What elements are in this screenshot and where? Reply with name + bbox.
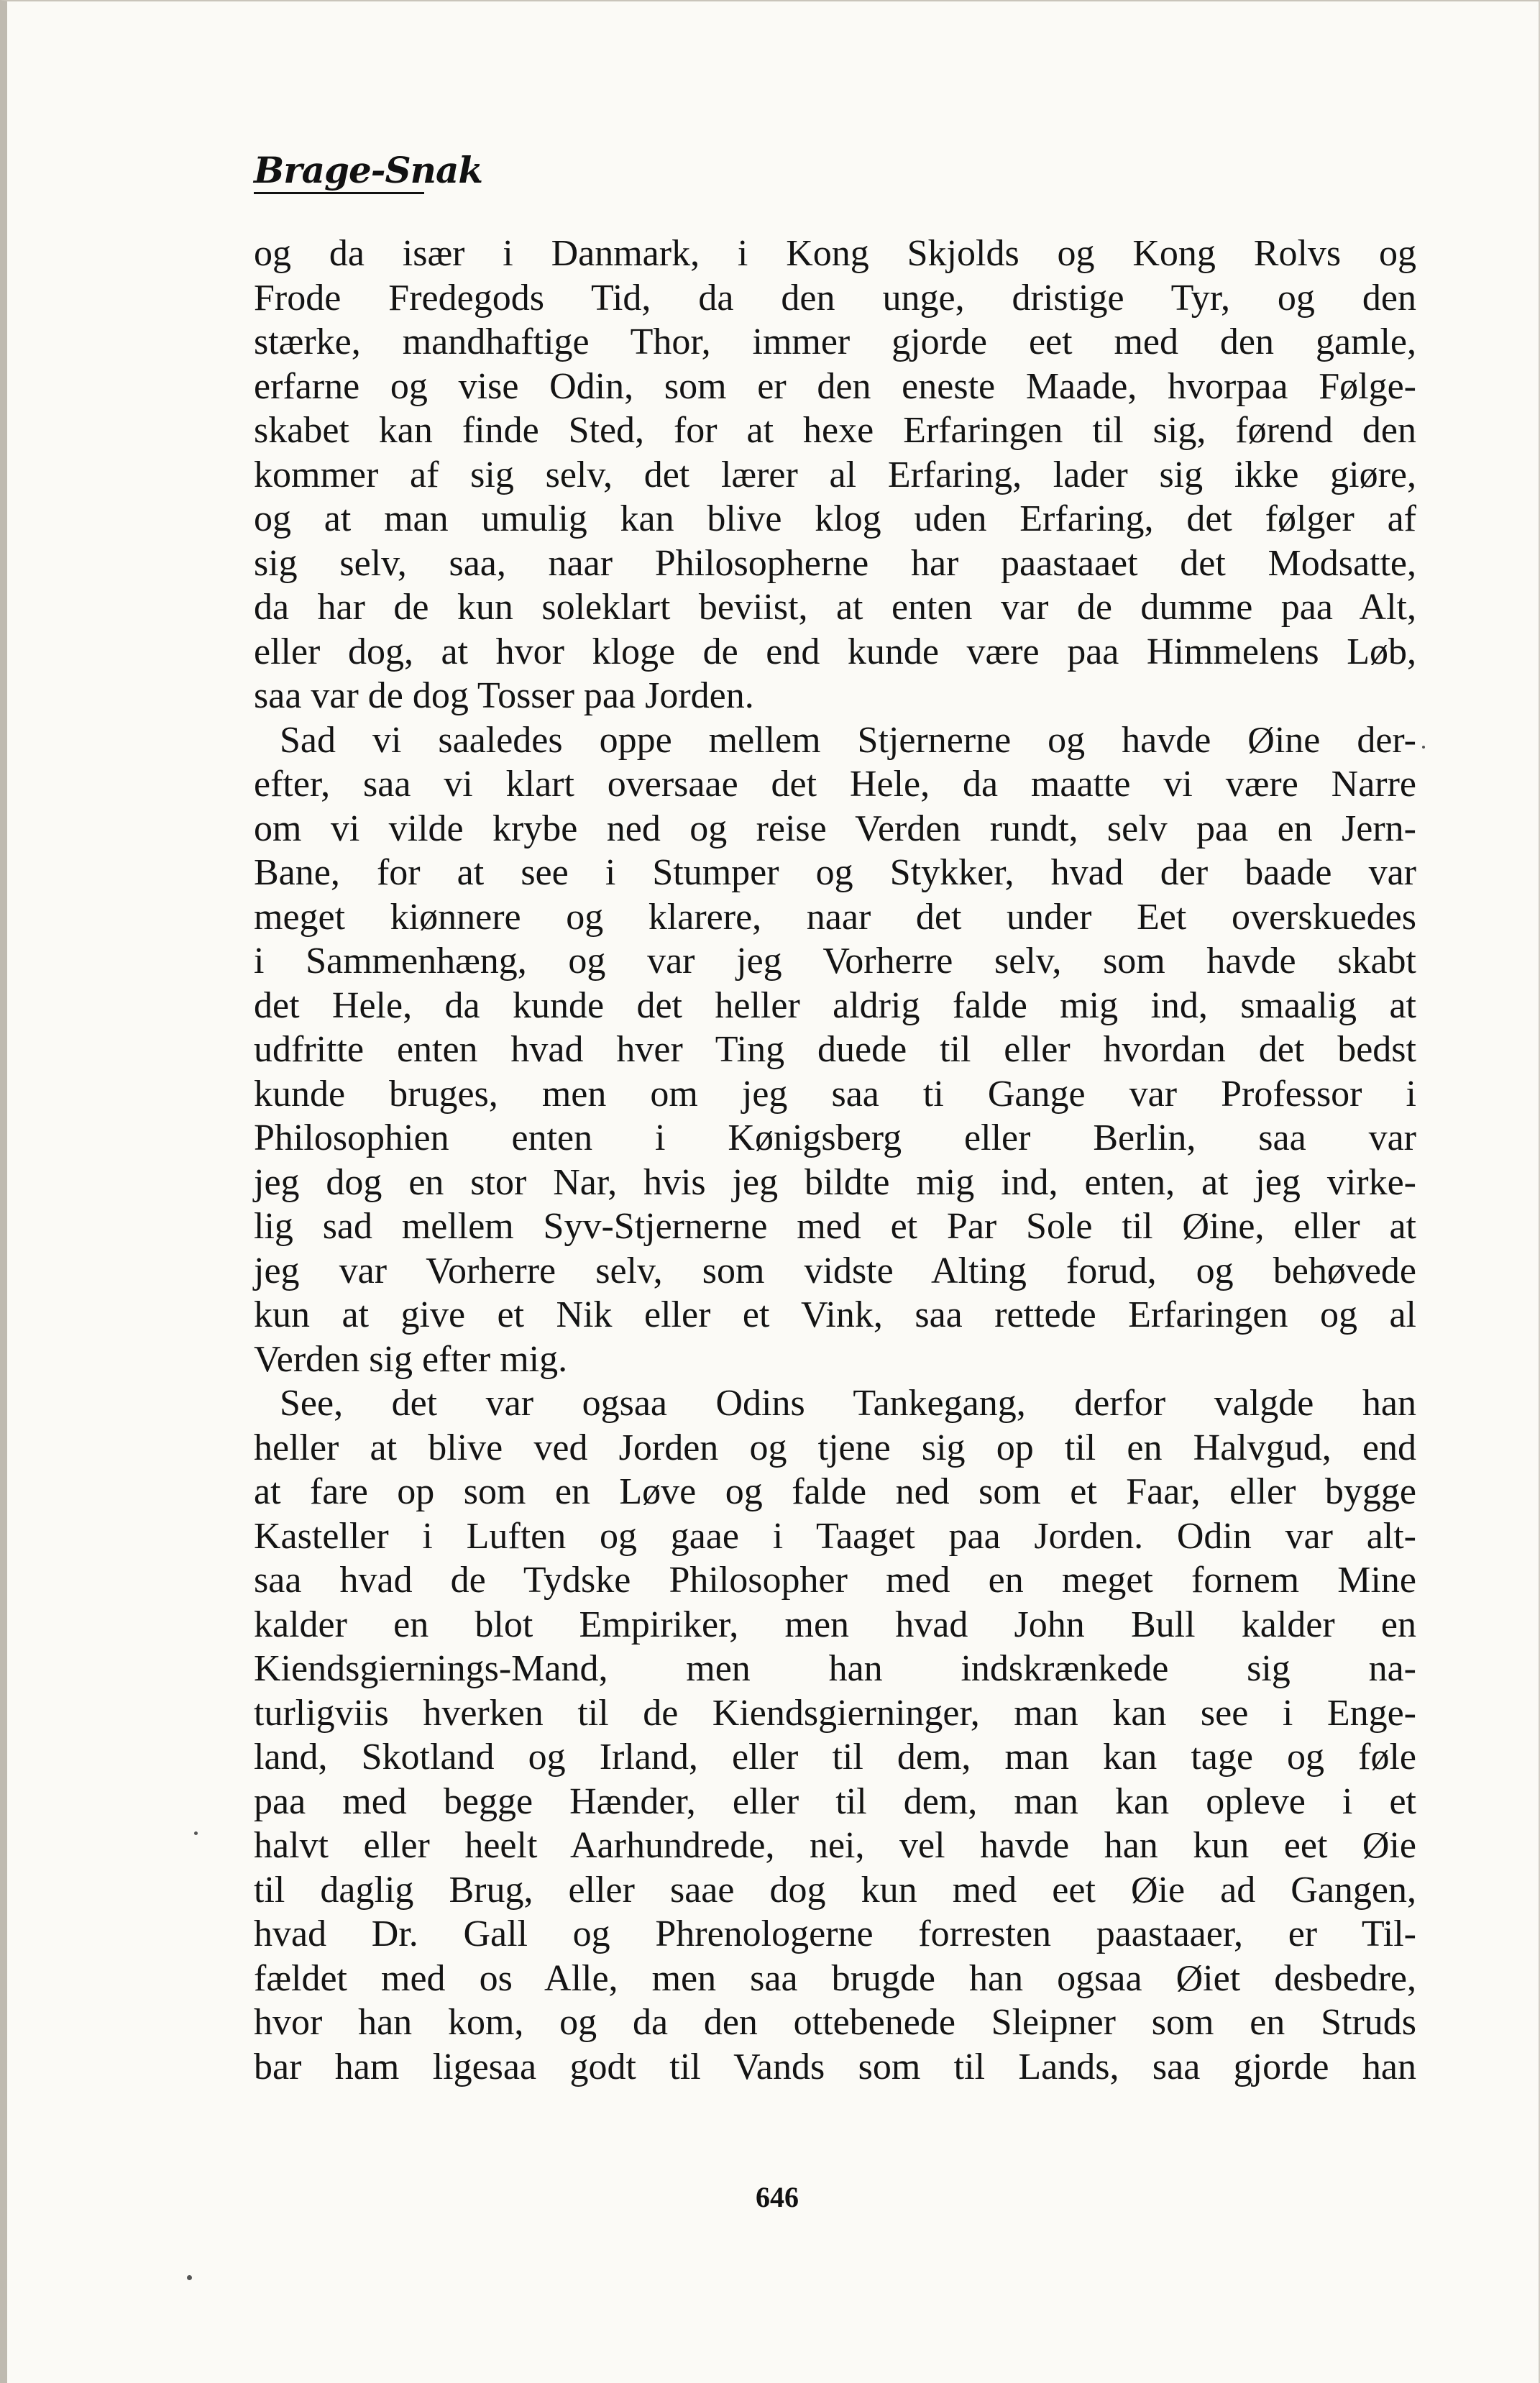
text-line: Kasteller i Luften og gaae i Taaget paa Jorden. Odin var alt- [254,1515,1416,1557]
text-line: lig sad mellem Syv-Stjernerne med et Par Sole til Øine, eller at [254,1206,1416,1247]
running-head-rule [254,192,424,194]
text-line: det Hele, da kunde det heller aldrig falde mig ind, smaalig at [254,984,1416,1026]
text-line: saa var de dog Tosser paa Jorden. [254,675,754,716]
text-line: saa hvad de Tydske Philosopher med en meget fornem Mine [254,1560,1416,1601]
body-text [254,232,1416,2089]
text-line: Philosophien enten i Kønigsberg eller Berlin, saa var [254,1117,1416,1158]
text-line: kalder en blot Empiriker, men hvad John Bull kalder en [254,1604,1416,1645]
text-line: erfarne og vise Odin, som er den eneste Maade, hvorpaa Følge- [254,365,1416,407]
text-line: turligviis hverken til de Kiendsgierninger, man kan see i Enge- [254,1692,1416,1734]
text-line: kunde bruges, men om jeg saa ti Gange var Professor i [254,1073,1416,1115]
text-line: bar ham ligesaa godt til Vands som til Lands, saa gjorde han [254,2046,1416,2087]
paragraph [254,232,1416,718]
text-line: Frode Fredegods Tid, da den unge, dristige Tyr, og den [254,277,1416,319]
paragraph [254,1381,1416,2089]
text-line: at fare op som en Løve og falde ned som et Faar, eller bygge [254,1471,1416,1512]
text-line: efter, saa vi klart oversaae det Hele, da maatte vi være Narre [254,764,1416,805]
text-line: Bane, for at see i Stumper og Stykker, hvad der baade var [254,852,1416,893]
text-line: See, det var ogsaa Odins Tankegang, derfor valgde han [280,1383,1416,1424]
text-line: stærke, mandhaftige Thor, immer gjorde eet med den gamle, [254,321,1416,362]
text-line: og at man umulig kan blive klog uden Erfaring, det følger af [254,498,1416,539]
text-line: skabet kan finde Sted, for at hexe Erfaringen til sig, førend den [254,410,1416,451]
text-line: Verden sig efter mig. [254,1338,568,1380]
text-line: Sad vi saaledes oppe mellem Stjernerne og havde Øine der- [280,719,1416,761]
text-line: udfritte enten hvad hver Ting duede til eller hvordan det bedst [254,1029,1416,1070]
text-line: kun at give et Nik eller et Vink, saa rettede Erfaringen og al [254,1294,1416,1335]
text-line: hvor han kom, og da den ottebenede Sleipner som en Struds [254,2002,1416,2043]
text-line: sig selv, saa, naar Philosopherne har paastaaet det Modsatte, [254,542,1416,584]
text-line: i Sammenhæng, og var jeg Vorherre selv, som havde skabt [254,941,1416,982]
print-speck [187,2275,192,2280]
text-line: land, Skotland og Irland, eller til dem, man kan tage og føle [254,1737,1416,1778]
text-line: kommer af sig selv, det lærer al Erfaring, lader sig ikke giøre, [254,454,1416,495]
text-line: jeg dog en stor Nar, hvis jeg bildte mig ind, enten, at jeg virke- [254,1161,1416,1203]
print-speck [194,1831,198,1835]
text-line: meget kiønnere og klarere, naar det under Eet overskuedes [254,896,1416,938]
text-line: heller at blive ved Jorden og tjene sig op til en Halvgud, end [254,1427,1416,1468]
text-line: hvad Dr. Gall og Phrenologerne forresten paastaaer, er Til- [254,1913,1416,1954]
text-line: da har de kun soleklart beviist, at enten var de dumme paa Alt, [254,587,1416,628]
print-speck [1422,746,1425,749]
text-line: fældet med os Alle, men saa brugde han ogsaa Øiet desbedre, [254,1957,1416,1999]
text-line: og da især i Danmark, i Kong Skjolds og Kong Rolvs og [254,233,1416,274]
page-number: 646 [756,2181,799,2213]
text-line: Kiendsgiernings-Mand, men han indskrænkede sig na- [254,1648,1416,1689]
text-line: paa med begge Hænder, eller til dem, man kan opleve i et [254,1780,1416,1822]
text-line: eller dog, at hvor kloge de end kunde være paa Himmelens Løb, [254,631,1416,672]
text-line: om vi vilde krybe ned og reise Verden rundt, selv paa en Jern- [254,808,1416,849]
paragraph [254,718,1416,1382]
text-line: jeg var Vorherre selv, som vidste Alting forud, og behøvede [254,1250,1416,1291]
running-head: Brage-Snak [254,149,483,191]
text-line: halvt eller heelt Aarhundrede, nei, vel havde han kun eet Øie [254,1825,1416,1866]
text-line: til daglig Brug, eller saae dog kun med eet Øie ad Gangen, [254,1869,1416,1911]
